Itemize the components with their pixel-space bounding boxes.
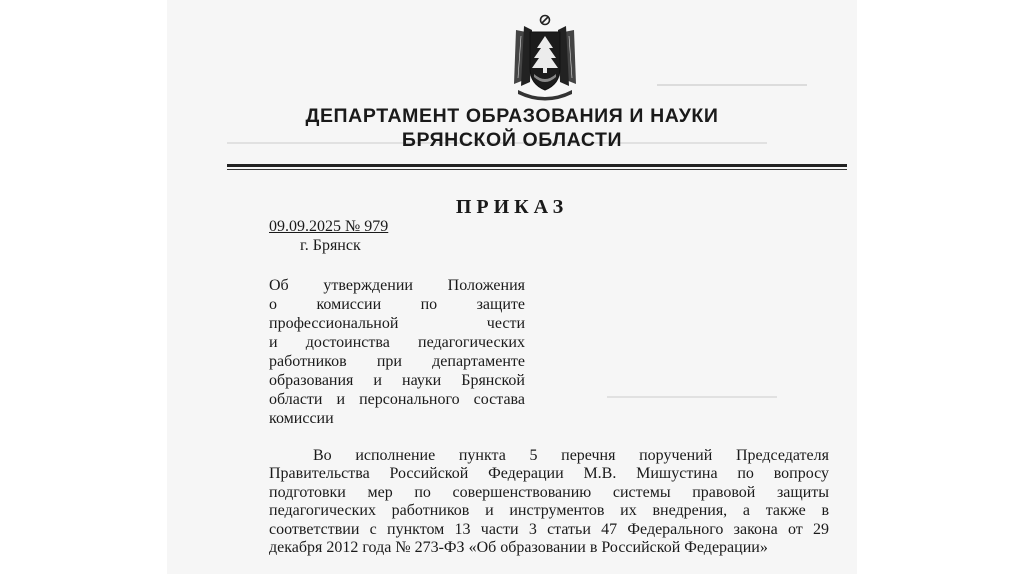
bleed-through-marks (607, 396, 777, 398)
organization-name (167, 104, 857, 152)
subject-line: работников при департаменте (269, 353, 525, 370)
header-divider-thick (227, 164, 847, 167)
subject-line: Об утверждении Положения (269, 277, 525, 294)
document-page (167, 0, 857, 574)
subject-line: и достоинства педагогических (269, 334, 525, 351)
organization-name-line1: ДЕПАРТАМЕНТ ОБРАЗОВАНИЯ И НАУКИ (305, 105, 719, 127)
body-line: декабря 2012 года № 273-ФЗ «Об образовании в Российской Федерации» (269, 539, 768, 557)
subject-line: образования и науки Брянской (269, 372, 525, 389)
document-body-paragraph (269, 447, 829, 557)
subject-line: профессиональной чести (269, 315, 525, 332)
body-line: Правительства Российской Федерации М.В. Мишустина по вопросу (269, 465, 829, 483)
organization-name-line2: БРЯНСКОЙ ОБЛАСТИ (401, 129, 623, 151)
bleed-through-marks (657, 84, 807, 86)
document-date-number: 09.09.2025 № 979 (269, 218, 389, 235)
subject-line: области и персонального состава (269, 391, 525, 408)
subject-line: комиссии (269, 410, 334, 427)
body-line: подготовки мер по совершенствованию системы правовой защиты (269, 483, 829, 501)
body-line: педагогических работников и инструментов их внедрения, а также в (269, 502, 829, 520)
header-divider-thin (227, 169, 847, 170)
document-subject (269, 276, 525, 428)
document-type-title: ПРИКАЗ (455, 196, 569, 218)
coat-of-arms-icon (510, 14, 580, 104)
document-city: г. Брянск (300, 237, 361, 254)
subject-line: о комиссии по защите (269, 296, 525, 313)
body-line: соответствии с пунктом 13 части 3 статьи 47 Федерального закона от 29 (269, 520, 829, 538)
body-line: Во исполнение пункта 5 перечня поручений Председателя (313, 447, 829, 464)
